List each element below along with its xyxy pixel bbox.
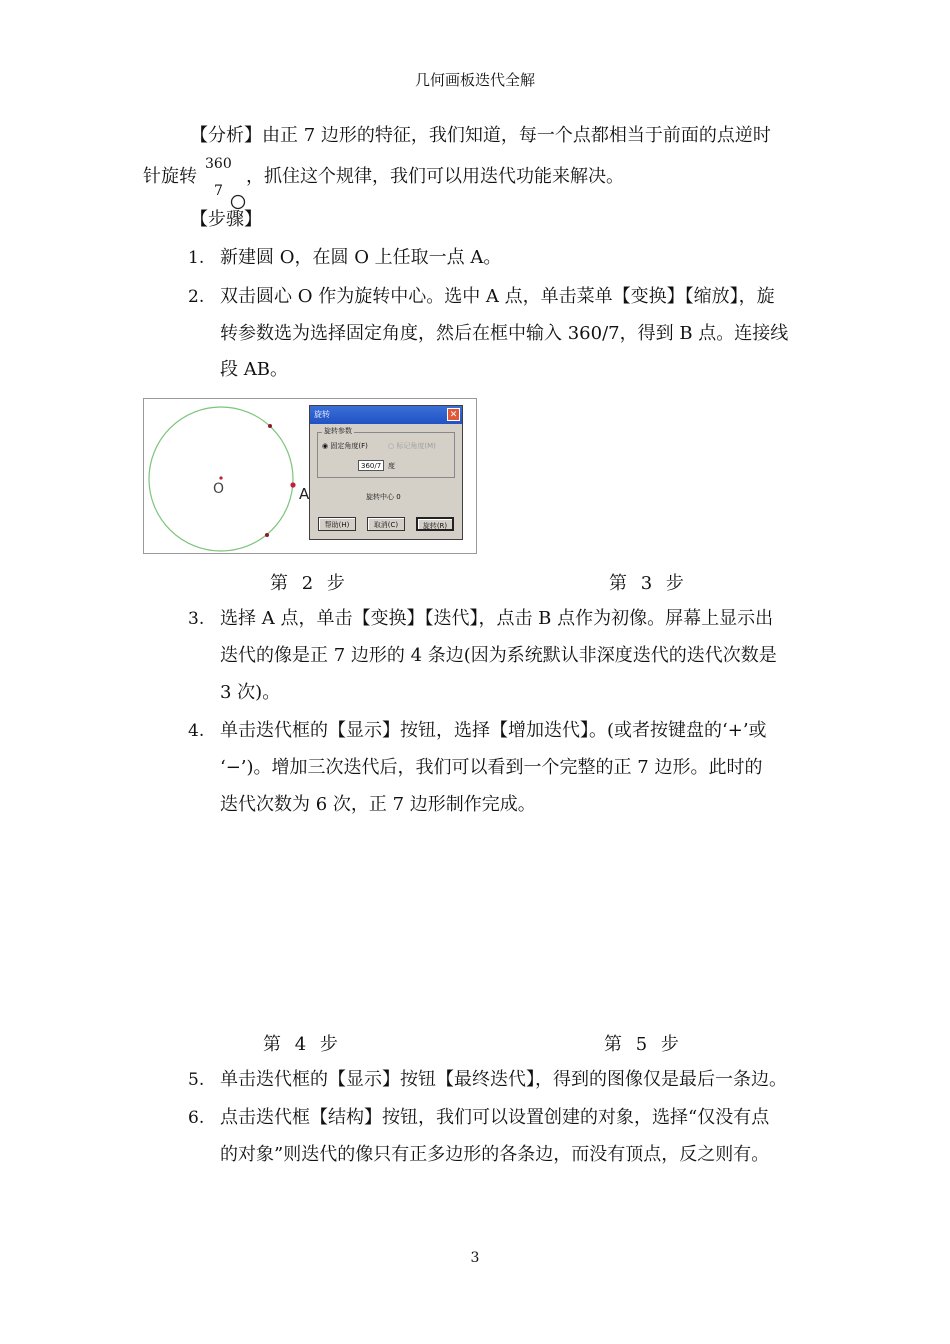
step-2-line: 双击圆心 O 作为旋转中心。选中 A 点，单击菜单【变换】【缩放】，旋 bbox=[220, 286, 775, 307]
step-4-line: 单击迭代框的【显示】按钮，选择【增加迭代】。(或者按键盘的‘+’或 bbox=[220, 720, 767, 741]
step-4-line: 迭代次数为 6 次，正 7 边形制作完成。 bbox=[220, 794, 536, 815]
step-6-line: 点击迭代框【结构】按钮，我们可以设置创建的对象，选择“仅没有点 bbox=[220, 1107, 770, 1128]
help-button[interactable]: 帮助(H) bbox=[318, 517, 356, 531]
step-number: 1. bbox=[188, 248, 205, 268]
rotation-center-label: 旋转中心 0 bbox=[366, 493, 401, 501]
angle-input[interactable]: 360/7 bbox=[358, 460, 384, 471]
radio-fixed-label: 固定角度(F) bbox=[330, 442, 368, 450]
point-o-label: O bbox=[213, 481, 225, 497]
degree-unit: 度 bbox=[388, 462, 395, 470]
step-number: 6. bbox=[188, 1108, 205, 1128]
caption-step-3: 第 3 步 bbox=[609, 573, 688, 594]
point-a-label: A bbox=[299, 485, 310, 503]
step-2-line: 段 AB。 bbox=[220, 359, 288, 380]
cancel-button[interactable]: 取消(C) bbox=[367, 517, 405, 531]
step-3-line: 3 次)。 bbox=[220, 682, 281, 703]
step-5-line: 单击迭代框的【显示】按钮【最终迭代】，得到的图像仅是最后一条边。 bbox=[220, 1069, 787, 1090]
step-number: 5. bbox=[188, 1070, 205, 1090]
step-3-line: 选择 A 点，单击【变换】【迭代】，点击 B 点作为初像。屏幕上显示出 bbox=[220, 608, 774, 629]
caption-step-2: 第 2 步 bbox=[270, 573, 349, 594]
caption-step-4: 第 4 步 bbox=[263, 1034, 342, 1055]
rotation-screenshot bbox=[143, 398, 477, 554]
analysis-line-1: 【分析】由正 7 边形的特征，我们知道，每一个点都相当于前面的点逆时 bbox=[190, 125, 771, 146]
step-number: 2. bbox=[188, 287, 205, 307]
point-b bbox=[268, 424, 272, 428]
rotation-params-group bbox=[317, 427, 455, 478]
caption-step-5: 第 5 步 bbox=[604, 1034, 683, 1055]
radio-fixed-angle[interactable]: ◉ 固定角度(F) bbox=[322, 442, 368, 450]
step-3-line: 迭代的像是正 7 边形的 4 条边(因为系统默认非深度迭代的迭代次数是 bbox=[220, 645, 777, 666]
close-icon[interactable]: ✕ bbox=[447, 408, 460, 421]
radio-marked-label: 标记角度(M) bbox=[396, 442, 436, 450]
radio-marked-angle[interactable]: ○ 标记角度(M) bbox=[388, 442, 436, 450]
rotate-dialog bbox=[309, 405, 463, 540]
point-center bbox=[219, 476, 222, 479]
page-header: 几何画板迭代全解 bbox=[414, 71, 535, 89]
step-6-line: 的对象”则迭代的像只有正多边形的各条边，而没有顶点，反之则有。 bbox=[220, 1144, 770, 1165]
analysis-line-2-post: ，抓住这个规律，我们可以用迭代功能来解决。 bbox=[246, 166, 624, 187]
steps-heading: 【步骤】 bbox=[190, 209, 262, 230]
analysis-line-2-pre: 针旋转 bbox=[143, 166, 197, 187]
fraction-denominator: 7 bbox=[214, 183, 223, 199]
step-number: 3. bbox=[188, 609, 205, 629]
rotate-button[interactable]: 旋转(R) bbox=[416, 517, 454, 531]
point-a bbox=[290, 482, 295, 487]
step-number: 4. bbox=[188, 721, 205, 741]
fraction-numerator: 360 bbox=[205, 156, 232, 172]
point-c bbox=[265, 533, 269, 537]
page-number: 3 bbox=[470, 1250, 480, 1266]
step-2-line: 转参数选为选择固定角度，然后在框中输入 360/7，得到 B 点。连接线 bbox=[220, 323, 789, 344]
dialog-title: 旋转 bbox=[314, 410, 330, 419]
dialog-titlebar bbox=[310, 406, 462, 424]
step-4-line: ‘−’)。增加三次迭代后，我们可以看到一个完整的正 7 边形。此时的 bbox=[220, 757, 763, 778]
group-label: 旋转参数 bbox=[324, 427, 352, 435]
step-1-line: 新建圆 O，在圆 O 上任取一点 A。 bbox=[220, 247, 502, 268]
